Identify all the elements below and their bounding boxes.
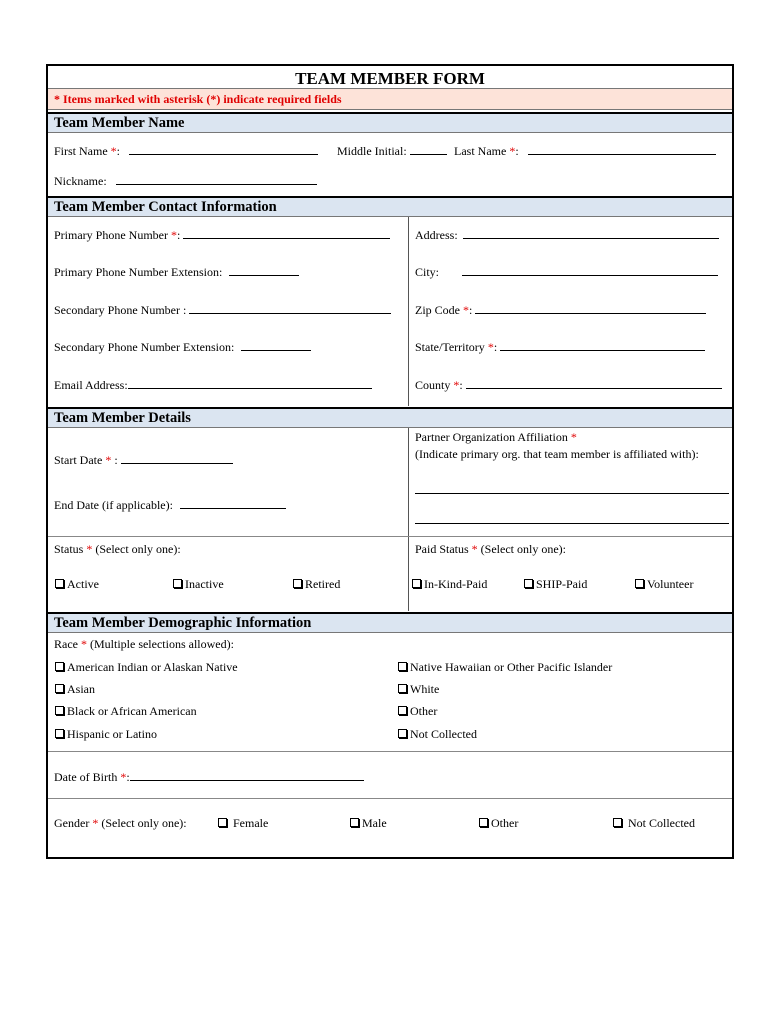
status-label: Status * (Select only one):: [54, 542, 181, 556]
address-input[interactable]: [463, 227, 719, 239]
section-header-details: Team Member Details: [48, 407, 732, 428]
gender-label: Gender * (Select only one):: [54, 816, 187, 830]
form-title: TEAM MEMBER FORM: [295, 69, 485, 88]
checkbox-icon[interactable]: [55, 579, 64, 588]
team-member-form: [46, 64, 734, 859]
details-column-divider: [408, 428, 409, 611]
checkbox-icon[interactable]: [398, 729, 407, 738]
paid-status-option-ship-paid[interactable]: SHIP-Paid: [524, 577, 587, 592]
race-option-native-hawaiian[interactable]: Native Hawaiian or Other Pacific Islander: [398, 660, 612, 675]
secondary-phone-ext-field: Secondary Phone Number Extension:: [54, 339, 311, 355]
gender-option-female[interactable]: Female: [218, 816, 268, 831]
paid-status-option-volunteer[interactable]: Volunteer: [635, 577, 693, 592]
dob-divider: [48, 798, 732, 799]
checkbox-icon[interactable]: [293, 579, 302, 588]
dob-field: Date of Birth *:: [54, 769, 364, 785]
checkbox-icon[interactable]: [635, 579, 644, 588]
city-input[interactable]: [462, 264, 718, 276]
checkbox-icon[interactable]: [55, 684, 64, 693]
primary-phone-input[interactable]: [183, 227, 390, 239]
race-option-hispanic[interactable]: Hispanic or Latino: [55, 727, 157, 742]
zip-code-field: Zip Code *:: [415, 302, 706, 318]
county-input[interactable]: [466, 377, 722, 389]
dob-input[interactable]: [130, 769, 364, 781]
end-date-input[interactable]: [180, 497, 286, 509]
paid-status-label: Paid Status * (Select only one):: [415, 542, 566, 556]
section-header-demographic: Team Member Demographic Information: [48, 612, 732, 633]
status-option-inactive[interactable]: Inactive: [173, 577, 224, 592]
race-option-white[interactable]: White: [398, 682, 439, 697]
middle-initial-input[interactable]: [410, 143, 447, 155]
address-field: Address:: [415, 227, 719, 243]
email-field: Email Address:: [54, 377, 372, 393]
gender-option-male[interactable]: Male: [350, 816, 387, 831]
primary-phone-ext-field: Primary Phone Number Extension:: [54, 264, 299, 280]
required-fields-notice: * Items marked with asterisk (*) indicate required fields: [48, 88, 732, 110]
checkbox-icon[interactable]: [398, 706, 407, 715]
partner-org-note: (Indicate primary org. that team member is affiliated with):: [415, 447, 699, 461]
first-name-input[interactable]: [129, 143, 318, 155]
status-option-retired[interactable]: Retired: [293, 577, 340, 592]
details-divider: [48, 536, 732, 537]
secondary-phone-field: Secondary Phone Number :: [54, 302, 391, 318]
race-option-asian[interactable]: Asian: [55, 682, 95, 697]
race-option-american-indian[interactable]: American Indian or Alaskan Native: [55, 660, 238, 675]
checkbox-icon[interactable]: [412, 579, 421, 588]
last-name-input[interactable]: [528, 143, 716, 155]
race-option-not-collected[interactable]: Not Collected: [398, 727, 477, 742]
checkbox-icon[interactable]: [218, 818, 227, 827]
checkbox-icon[interactable]: [613, 818, 622, 827]
secondary-phone-ext-input[interactable]: [241, 339, 311, 351]
checkbox-icon[interactable]: [479, 818, 488, 827]
secondary-phone-input[interactable]: [189, 302, 391, 314]
email-input[interactable]: [128, 377, 372, 389]
primary-phone-ext-input[interactable]: [229, 264, 299, 276]
gender-option-not-collected[interactable]: Not Collected: [613, 816, 695, 831]
partner-org-input-2[interactable]: [415, 523, 729, 524]
primary-phone-field: Primary Phone Number *:: [54, 227, 390, 243]
nickname-input[interactable]: [116, 173, 317, 185]
checkbox-icon[interactable]: [350, 818, 359, 827]
status-option-active[interactable]: Active: [55, 577, 99, 592]
race-option-black[interactable]: Black or African American: [55, 704, 197, 719]
checkbox-icon[interactable]: [55, 706, 64, 715]
start-date-input[interactable]: [121, 452, 233, 464]
nickname-field: Nickname:: [54, 173, 317, 189]
checkbox-icon[interactable]: [398, 684, 407, 693]
middle-initial-field: Middle Initial:: [337, 143, 447, 159]
checkbox-icon[interactable]: [55, 662, 64, 671]
checkbox-icon[interactable]: [55, 729, 64, 738]
checkbox-icon[interactable]: [398, 662, 407, 671]
last-name-field: Last Name *:: [454, 143, 716, 159]
state-territory-input[interactable]: [500, 339, 705, 351]
partner-org-label: Partner Organization Affiliation *: [415, 430, 577, 444]
end-date-field: End Date (if applicable):: [54, 497, 286, 513]
zip-code-input[interactable]: [475, 302, 706, 314]
state-territory-field: State/Territory *:: [415, 339, 705, 355]
partner-org-input-1[interactable]: [415, 493, 729, 494]
gender-option-other[interactable]: Other: [479, 816, 518, 831]
contact-column-divider: [408, 217, 409, 406]
race-divider: [48, 751, 732, 752]
first-name-field: First Name *:: [54, 143, 318, 159]
section-header-name: Team Member Name: [48, 112, 732, 133]
city-field: City:: [415, 264, 718, 280]
checkbox-icon[interactable]: [524, 579, 533, 588]
checkbox-icon[interactable]: [173, 579, 182, 588]
county-field: County *:: [415, 377, 722, 393]
race-label: Race * (Multiple selections allowed):: [54, 637, 234, 651]
start-date-field: Start Date * :: [54, 452, 233, 468]
section-header-contact: Team Member Contact Information: [48, 196, 732, 217]
paid-status-option-in-kind[interactable]: In-Kind-Paid: [412, 577, 487, 592]
race-option-other[interactable]: Other: [398, 704, 437, 719]
